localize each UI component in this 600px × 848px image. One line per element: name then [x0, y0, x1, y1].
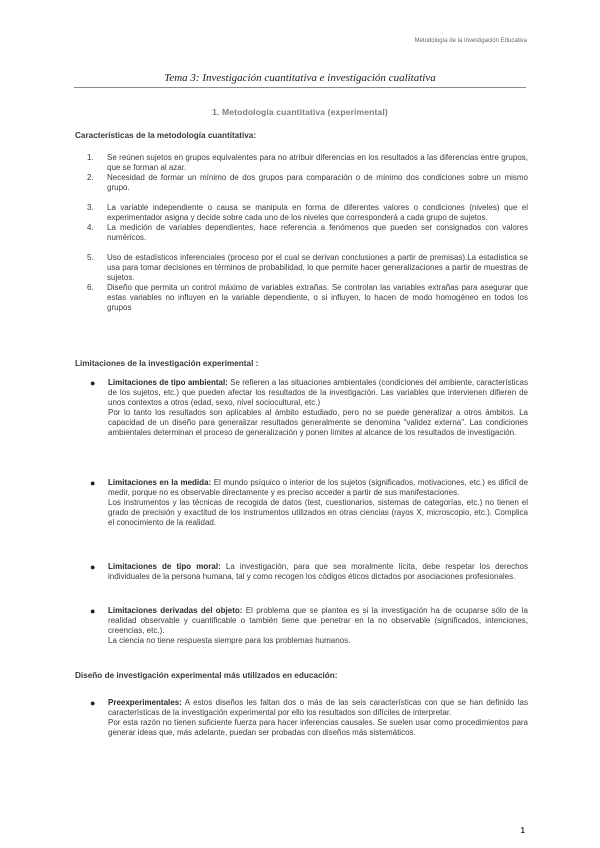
bullet-icon: ●: [90, 478, 96, 488]
bullet-item: [88, 562, 528, 582]
list-item-text: La medición de variables dependientes, hace referencia a fenómenos que pueden ser consignados con valores numéricos.: [107, 223, 528, 242]
list-item-text: Se reúnen sujetos en grupos equivalentes para no atribuir diferencias en los resultados a las diferencias entre grupos, que se forman al azar.: [107, 153, 528, 172]
bullet-label: Limitaciones en la medida:: [108, 478, 212, 487]
bullet-item: [88, 606, 528, 646]
bullet-label: Preexperimentales:: [108, 698, 182, 707]
list-item: [87, 253, 528, 283]
bullet-extra: La ciencia no tiene respuesta siempre para los problemas humanos.: [108, 636, 351, 645]
list-item: [87, 203, 528, 223]
list-number: 6.: [87, 283, 94, 292]
list-number: 5.: [87, 253, 94, 262]
list-number: 2.: [87, 173, 94, 182]
bullet-item: [88, 378, 528, 438]
characteristics-heading: Características de la metodología cuantitativa:: [75, 131, 257, 140]
bullet-text: El mundo psíquico o interior de los sujetos (significados, motivaciones, etc.) es difícil de medir, porque no es observable directamente y es preciso acceder a partir de sus manifestaciones.: [108, 478, 529, 497]
designs-heading: Diseño de investigación experimental más utilizados en educación:: [75, 671, 338, 680]
bullet-icon: ●: [90, 378, 96, 388]
list-item: [87, 153, 528, 173]
bullet-text: El problema que se plantea es si la investigación ha de ocuparse sólo de la realidad observable y cuantificable o también tiene que penetrar en la no observable (significados, intenciones, creencias, etc.).: [108, 606, 528, 635]
list-item-text: Necesidad de formar un mínimo de dos grupos para comparación o de mínimo dos condiciones sobre un mismo grupo.: [107, 173, 528, 192]
list-number: 1.: [87, 153, 94, 162]
list-item: [87, 283, 528, 313]
bullet-extra: Por lo tanto los resultados son aplicables al ámbito estudiado, pero no se puede generalizar a otros ámbitos. La capacidad de un diseño para generalizar resultados generalmente se denomina "validez externa". Las condiciones ambientales determinan el proceso de generalización y ponen límites al alcance de los resultados de investigación.: [108, 408, 528, 437]
list-item-text: La variable independiente o causa se manipula en forma de diferentes valores o condiciones (niveles) que el experimentador asigna y decide sobre cada uno de los niveles que corresponderá a cada grupo de sujetos.: [107, 203, 528, 222]
bullet-item: [88, 478, 528, 528]
list-item: [87, 173, 528, 193]
bullet-extra: Por esta razón no tienen suficiente fuerza para hacer inferencias causales. Se suelen usar como procedimientos para generar ideas que, más adelante, puedan ser probadas con diseños más sistemáticos.: [108, 718, 528, 737]
running-header: Metodología de la Investigación Educativa: [414, 38, 527, 44]
limitations-heading: Limitaciones de la investigación experimental :: [75, 359, 259, 368]
page-title: Tema 3: Investigación cuantitativa e investigación cualitativa: [74, 72, 526, 88]
list-item-text: Uso de estadísticos inferenciales (proceso por el cual se derivan conclusiones a partir de premisas).La estadística se usa para tomar decisiones en términos de probabilidad, lo que permite hacer generalizaciones a partir de muestras de sujetos.: [107, 253, 528, 282]
characteristics-list: [87, 153, 528, 313]
page-number: 1: [520, 826, 525, 835]
list-item-text: Diseño que permita un control máximo de variables extrañas. Se controlan las variables extrañas para asegurar que estas variables no influyen en la variable dependiente, o si influyen, lo hacen de modo homogéneo en todos los grupos: [107, 283, 528, 312]
section-heading: 1. Metodología cuantitativa (experimental): [212, 107, 388, 117]
bullet-icon: ●: [90, 606, 96, 616]
bullet-icon: ●: [90, 698, 96, 708]
list-item: [87, 223, 528, 243]
bullet-extra: Los instrumentos y las técnicas de recogida de datos (test, cuestionarios, sistemas de categorías, etc.) no tienen el grado de precisión y exactitud de los instrumentos utilizados en otras ciencias (rayos X, microscopio, etc.). Complica el conocimiento de la realidad.: [108, 498, 528, 527]
list-number: 3.: [87, 203, 94, 212]
list-number: 4.: [87, 223, 94, 232]
bullet-icon: ●: [90, 562, 96, 572]
bullet-label: Limitaciones derivadas del objeto:: [108, 606, 243, 615]
bullet-item: [88, 698, 528, 738]
bullet-text: Se refieren a las situaciones ambientales (condiciones del ambiente, características de los sujetos, etc.) que pueden afectar los resultados de la investigación. Las variables que intervienen difieren de unos contextos a otros (edad, sexo, nivel sociocultural, etc.): [108, 378, 528, 407]
bullet-text: La investigación, para que sea moralmente lícita, debe respetar los derechos individuales de la persona humana, tal y como recogen los códigos éticos dictados por asociaciones profesionales.: [108, 562, 529, 581]
bullet-label: Limitaciones de tipo ambiental:: [108, 378, 228, 387]
bullet-text: A estos diseños les faltan dos o más de las seis características con que se han definido las características de la investigación experimental por ello los resultados son difíciles de interpretar.: [108, 698, 528, 717]
bullet-label: Limitaciones de tipo moral:: [108, 562, 221, 571]
